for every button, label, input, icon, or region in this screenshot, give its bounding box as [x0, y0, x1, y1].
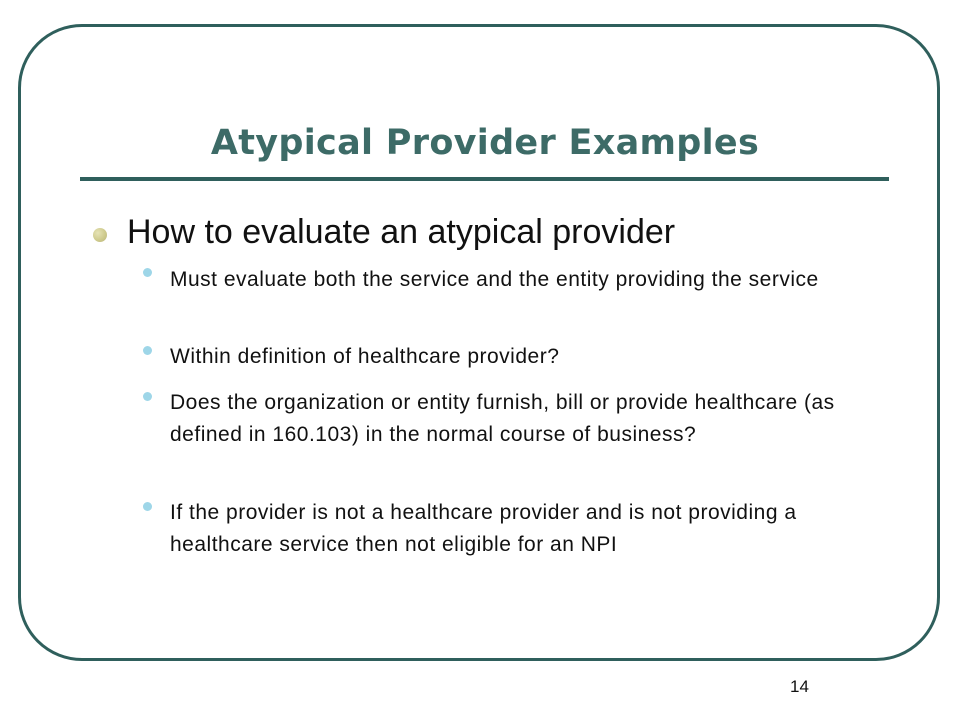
- sub-bullet-text: Must evaluate both the service and the entity providing the service: [170, 268, 819, 291]
- sub-bullet-icon: [143, 346, 152, 355]
- sub-bullet-text: Does the organization or entity furnish, bill or provide healthcare (as defined in 160.103) in the normal course of business?: [170, 391, 835, 446]
- sub-bullet-icon: [143, 268, 152, 277]
- sub-bullet-icon: [143, 502, 152, 511]
- main-bullet-text: How to evaluate an atypical provider: [127, 213, 676, 251]
- slide-title: Atypical Provider Examples: [210, 123, 760, 163]
- sub-bullet-text: If the provider is not a healthcare provider and is not providing a healthcare service then not eligible for an NPI: [170, 501, 797, 556]
- sub-bullet-text: Within definition of healthcare provider?: [170, 345, 560, 368]
- page-number: 14: [790, 677, 809, 696]
- sub-bullet-icon: [143, 392, 152, 401]
- main-bullet-icon: [93, 228, 107, 242]
